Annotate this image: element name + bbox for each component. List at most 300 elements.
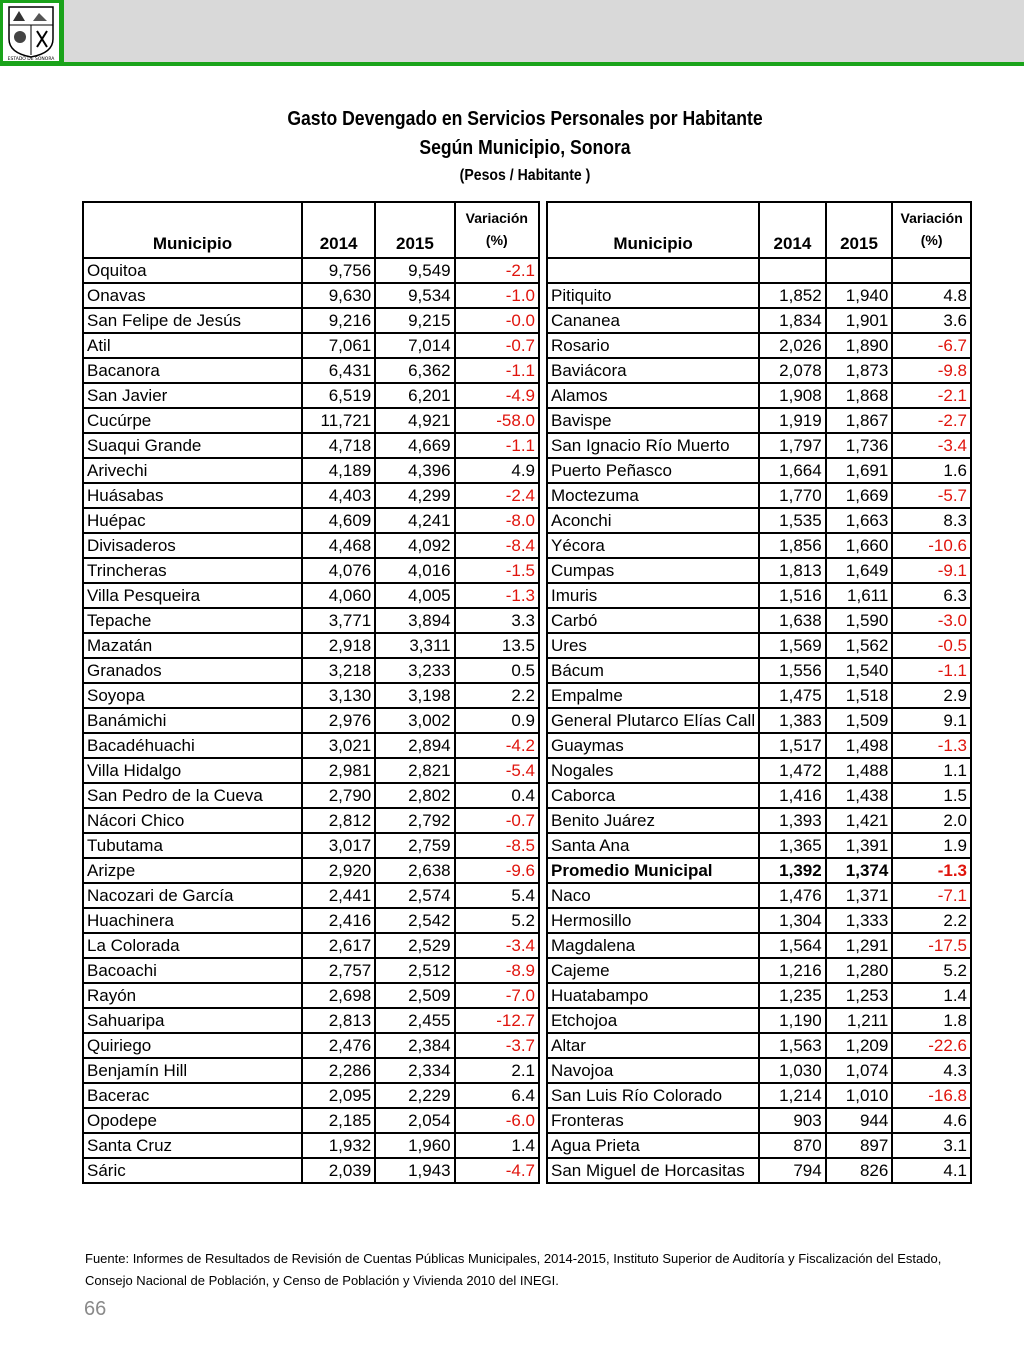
table-row xyxy=(83,558,539,583)
col-header-2014: 2014 xyxy=(759,202,826,258)
cell-2015: 9,215 xyxy=(375,308,454,333)
cell-variacion: 0.4 xyxy=(455,783,539,808)
cell-municipio: Moctezuma xyxy=(547,483,759,508)
cell-municipio: Baviácora xyxy=(547,358,759,383)
cell-municipio: Huatabampo xyxy=(547,983,759,1008)
cell-variacion: -10.6 xyxy=(892,533,971,558)
cell-2015: 2,821 xyxy=(375,758,454,783)
cell-2015: 1,518 xyxy=(826,683,893,708)
cell-2014: 6,519 xyxy=(302,383,375,408)
table-row xyxy=(547,1008,971,1033)
cell-variacion: 2.9 xyxy=(892,683,971,708)
cell-municipio: Hermosillo xyxy=(547,908,759,933)
cell-municipio: Imuris xyxy=(547,583,759,608)
cell-2014: 794 xyxy=(759,1158,826,1183)
cell-2014: 2,790 xyxy=(302,783,375,808)
table-row xyxy=(547,808,971,833)
cell-2015: 1,660 xyxy=(826,533,893,558)
cell-municipio: Atil xyxy=(83,333,302,358)
cell-municipio: Arizpe xyxy=(83,858,302,883)
cell-2015: 1,663 xyxy=(826,508,893,533)
cell-municipio: Santa Ana xyxy=(547,833,759,858)
table-row xyxy=(547,408,971,433)
page-title: Gasto Devengado en Servicios Personales por Habitante xyxy=(287,108,763,130)
cell-2014: 1,030 xyxy=(759,1058,826,1083)
page-number: 66 xyxy=(84,1298,107,1320)
cell-variacion: 5.4 xyxy=(455,883,539,908)
cell-variacion: -2.1 xyxy=(455,258,539,283)
table-row xyxy=(547,833,971,858)
cell-2015: 1,421 xyxy=(826,808,893,833)
cell-municipio: San Pedro de la Cueva xyxy=(83,783,302,808)
cell-2014: 1,856 xyxy=(759,533,826,558)
cell-2014: 1,304 xyxy=(759,908,826,933)
cell-variacion xyxy=(892,258,971,283)
footnote-line-2: Consejo Nacional de Población, y Censo de Población y Vivienda 2010 del INEGI. xyxy=(85,1273,559,1288)
cell-variacion: 1.4 xyxy=(892,983,971,1008)
cell-2015: 944 xyxy=(826,1108,893,1133)
table-row xyxy=(83,883,539,908)
cell-variacion: 4.6 xyxy=(892,1108,971,1133)
table-row xyxy=(83,808,539,833)
cell-municipio: Sahuaripa xyxy=(83,1008,302,1033)
cell-2015: 1,901 xyxy=(826,308,893,333)
cell-2014: 1,517 xyxy=(759,733,826,758)
cell-2015: 2,334 xyxy=(375,1058,454,1083)
cell-variacion: -58.0 xyxy=(455,408,539,433)
cell-2014: 1,476 xyxy=(759,883,826,908)
cell-variacion: -1.3 xyxy=(892,733,971,758)
cell-2015: 1,691 xyxy=(826,458,893,483)
cell-2015: 1,867 xyxy=(826,408,893,433)
svg-text:ESTADO DE SONORA: ESTADO DE SONORA xyxy=(7,57,55,61)
source-footnote xyxy=(85,1248,985,1292)
cell-municipio: San Ignacio Río Muerto xyxy=(547,433,759,458)
cell-2014: 3,130 xyxy=(302,683,375,708)
cell-municipio: Altar xyxy=(547,1033,759,1058)
cell-variacion: -7.1 xyxy=(892,883,971,908)
table-row xyxy=(547,883,971,908)
cell-municipio: Bácum xyxy=(547,658,759,683)
cell-2015: 9,534 xyxy=(375,283,454,308)
cell-variacion: 0.9 xyxy=(455,708,539,733)
cell-2014: 1,563 xyxy=(759,1033,826,1058)
cell-2014: 1,214 xyxy=(759,1083,826,1108)
table-row xyxy=(83,908,539,933)
table-row xyxy=(83,308,539,333)
cell-2014: 11,721 xyxy=(302,408,375,433)
cell-2015: 9,549 xyxy=(375,258,454,283)
cell-variacion: -12.7 xyxy=(455,1008,539,1033)
cell-variacion: -4.7 xyxy=(455,1158,539,1183)
table-row xyxy=(547,458,971,483)
cell-2014: 1,797 xyxy=(759,433,826,458)
left-data-table xyxy=(82,201,540,1184)
state-logo xyxy=(0,0,64,66)
cell-2014: 2,757 xyxy=(302,958,375,983)
cell-municipio: Arivechi xyxy=(83,458,302,483)
cell-2015: 4,005 xyxy=(375,583,454,608)
table-row xyxy=(83,933,539,958)
cell-2014: 4,076 xyxy=(302,558,375,583)
table-row xyxy=(547,958,971,983)
cell-variacion: 3.3 xyxy=(455,608,539,633)
cell-2014 xyxy=(759,258,826,283)
table-row xyxy=(83,383,539,408)
cell-2014: 1,392 xyxy=(759,858,826,883)
cell-2015: 2,229 xyxy=(375,1083,454,1108)
cell-municipio: Trincheras xyxy=(83,558,302,583)
cell-2015: 1,211 xyxy=(826,1008,893,1033)
cell-variacion: -5.4 xyxy=(455,758,539,783)
table-row xyxy=(547,733,971,758)
cell-2014: 2,441 xyxy=(302,883,375,908)
cell-2014: 1,908 xyxy=(759,383,826,408)
cell-2015: 4,241 xyxy=(375,508,454,533)
cell-variacion: -1.1 xyxy=(455,358,539,383)
table-row xyxy=(547,433,971,458)
table-row xyxy=(83,358,539,383)
table-row xyxy=(83,683,539,708)
cell-2014: 1,638 xyxy=(759,608,826,633)
cell-2015: 1,498 xyxy=(826,733,893,758)
cell-variacion: 13.5 xyxy=(455,633,539,658)
table-row xyxy=(83,633,539,658)
cell-2015: 2,054 xyxy=(375,1108,454,1133)
cell-municipio: Sáric xyxy=(83,1158,302,1183)
table-row xyxy=(83,508,539,533)
cell-municipio: Tubutama xyxy=(83,833,302,858)
cell-variacion: -3.4 xyxy=(892,433,971,458)
cell-municipio: Suaqui Grande xyxy=(83,433,302,458)
cell-variacion: 9.1 xyxy=(892,708,971,733)
cell-2014: 4,403 xyxy=(302,483,375,508)
table-row xyxy=(83,658,539,683)
table-row xyxy=(547,1033,971,1058)
table-row xyxy=(547,283,971,308)
cell-variacion: 3.6 xyxy=(892,308,971,333)
cell-municipio: Nácori Chico xyxy=(83,808,302,833)
cell-municipio: Pitiquito xyxy=(547,283,759,308)
table-row xyxy=(83,783,539,808)
cell-municipio xyxy=(547,258,759,283)
cell-2014: 1,770 xyxy=(759,483,826,508)
cell-2014: 1,383 xyxy=(759,708,826,733)
cell-variacion: 2.2 xyxy=(455,683,539,708)
cell-variacion: 4.8 xyxy=(892,283,971,308)
cell-2014: 3,021 xyxy=(302,733,375,758)
table-row xyxy=(547,508,971,533)
table-row xyxy=(83,333,539,358)
cell-2015: 1,943 xyxy=(375,1158,454,1183)
cell-municipio: Cajeme xyxy=(547,958,759,983)
cell-variacion: -9.8 xyxy=(892,358,971,383)
cell-2015 xyxy=(826,258,893,283)
cell-2014: 1,932 xyxy=(302,1133,375,1158)
cell-2015: 1,509 xyxy=(826,708,893,733)
cell-variacion: 5.2 xyxy=(455,908,539,933)
cell-2014: 2,078 xyxy=(759,358,826,383)
cell-2015: 1,669 xyxy=(826,483,893,508)
cell-variacion: -2.1 xyxy=(892,383,971,408)
cell-2015: 1,438 xyxy=(826,783,893,808)
cell-variacion: 1.4 xyxy=(455,1133,539,1158)
cell-2014: 2,476 xyxy=(302,1033,375,1058)
cell-2015: 3,002 xyxy=(375,708,454,733)
cell-2015: 1,736 xyxy=(826,433,893,458)
cell-2015: 2,638 xyxy=(375,858,454,883)
cell-2015: 3,198 xyxy=(375,683,454,708)
cell-municipio: Nacozari de García xyxy=(83,883,302,908)
cell-variacion: -1.0 xyxy=(455,283,539,308)
table-row xyxy=(83,958,539,983)
table-row xyxy=(547,558,971,583)
right-data-table xyxy=(546,201,972,1184)
cell-2015: 4,669 xyxy=(375,433,454,458)
table-row xyxy=(547,1058,971,1083)
cell-2015: 7,014 xyxy=(375,333,454,358)
cell-2014: 2,185 xyxy=(302,1108,375,1133)
cell-municipio: Cumpas xyxy=(547,558,759,583)
cell-2015: 6,362 xyxy=(375,358,454,383)
cell-2014: 9,630 xyxy=(302,283,375,308)
cell-variacion: 4.3 xyxy=(892,1058,971,1083)
table-row xyxy=(83,1083,539,1108)
table-row xyxy=(547,933,971,958)
cell-2015: 2,802 xyxy=(375,783,454,808)
table-row xyxy=(547,708,971,733)
table-row xyxy=(547,683,971,708)
cell-2014: 2,039 xyxy=(302,1158,375,1183)
cell-2014: 2,286 xyxy=(302,1058,375,1083)
cell-municipio: Huépac xyxy=(83,508,302,533)
cell-municipio: Bacanora xyxy=(83,358,302,383)
cell-2014: 1,365 xyxy=(759,833,826,858)
table-row xyxy=(547,308,971,333)
cell-variacion: 8.3 xyxy=(892,508,971,533)
table-row xyxy=(83,733,539,758)
cell-2014: 2,813 xyxy=(302,1008,375,1033)
cell-municipio: San Javier xyxy=(83,383,302,408)
page-units: (Pesos / Habitante ) xyxy=(459,167,591,184)
col-header-2014: 2014 xyxy=(302,202,375,258)
cell-2015: 1,960 xyxy=(375,1133,454,1158)
cell-2014: 1,190 xyxy=(759,1008,826,1033)
cell-municipio: Huásabas xyxy=(83,483,302,508)
cell-municipio: Tepache xyxy=(83,608,302,633)
right-table-body xyxy=(547,258,971,1183)
cell-2014: 1,475 xyxy=(759,683,826,708)
cell-2014: 1,235 xyxy=(759,983,826,1008)
cell-variacion: -8.9 xyxy=(455,958,539,983)
cell-variacion: -9.6 xyxy=(455,858,539,883)
cell-variacion: 1.1 xyxy=(892,758,971,783)
cell-variacion: 2.2 xyxy=(892,908,971,933)
cell-variacion: -2.4 xyxy=(455,483,539,508)
cell-municipio: Yécora xyxy=(547,533,759,558)
cell-2014: 2,918 xyxy=(302,633,375,658)
table-row xyxy=(83,1033,539,1058)
col-header-municipio: Municipio xyxy=(547,202,759,258)
col-header-municipio: Municipio xyxy=(83,202,302,258)
table-row xyxy=(547,383,971,408)
table-row xyxy=(547,983,971,1008)
cell-2014: 1,834 xyxy=(759,308,826,333)
title-block xyxy=(0,104,1024,190)
cell-variacion: -8.4 xyxy=(455,533,539,558)
cell-variacion: -0.5 xyxy=(892,633,971,658)
cell-2014: 1,216 xyxy=(759,958,826,983)
table-row xyxy=(83,833,539,858)
cell-municipio: Benjamín Hill xyxy=(83,1058,302,1083)
cell-2015: 1,940 xyxy=(826,283,893,308)
cell-2015: 2,759 xyxy=(375,833,454,858)
cell-variacion: 6.4 xyxy=(455,1083,539,1108)
cell-variacion: 4.1 xyxy=(892,1158,971,1183)
cell-2014: 1,919 xyxy=(759,408,826,433)
page-subtitle: Según Municipio, Sonora xyxy=(419,137,631,159)
cell-2014: 903 xyxy=(759,1108,826,1133)
table-row xyxy=(83,583,539,608)
cell-municipio: Cananea xyxy=(547,308,759,333)
pct-label: (%) xyxy=(920,232,943,248)
cell-variacion: 5.2 xyxy=(892,958,971,983)
table-row xyxy=(83,533,539,558)
table-row xyxy=(547,783,971,808)
cell-2014: 4,609 xyxy=(302,508,375,533)
cell-2015: 4,299 xyxy=(375,483,454,508)
cell-municipio: Oquitoa xyxy=(83,258,302,283)
table-row xyxy=(547,1108,971,1133)
table-row xyxy=(83,983,539,1008)
cell-2014: 1,535 xyxy=(759,508,826,533)
cell-variacion: -8.5 xyxy=(455,833,539,858)
header-bar xyxy=(0,0,1024,63)
cell-2014: 4,468 xyxy=(302,533,375,558)
cell-municipio: Caborca xyxy=(547,783,759,808)
cell-variacion: 0.5 xyxy=(455,658,539,683)
cell-2014: 4,189 xyxy=(302,458,375,483)
cell-2015: 1,590 xyxy=(826,608,893,633)
cell-municipio: Ures xyxy=(547,633,759,658)
cell-municipio: Mazatán xyxy=(83,633,302,658)
cell-2014: 2,812 xyxy=(302,808,375,833)
table-row xyxy=(83,608,539,633)
cell-municipio: Soyopa xyxy=(83,683,302,708)
cell-2014: 4,718 xyxy=(302,433,375,458)
cell-variacion: -17.5 xyxy=(892,933,971,958)
cell-2015: 4,016 xyxy=(375,558,454,583)
table-row xyxy=(83,483,539,508)
cell-2014: 3,771 xyxy=(302,608,375,633)
cell-2014: 1,393 xyxy=(759,808,826,833)
cell-variacion: 3.1 xyxy=(892,1133,971,1158)
table-row xyxy=(547,333,971,358)
cell-2015: 1,253 xyxy=(826,983,893,1008)
cell-municipio: Bacadéhuachi xyxy=(83,733,302,758)
cell-2014: 7,061 xyxy=(302,333,375,358)
cell-variacion: 1.5 xyxy=(892,783,971,808)
cell-variacion: -6.0 xyxy=(455,1108,539,1133)
table-row xyxy=(83,858,539,883)
cell-municipio: Nogales xyxy=(547,758,759,783)
cell-variacion: -1.1 xyxy=(892,658,971,683)
cell-municipio: Opodepe xyxy=(83,1108,302,1133)
cell-2014: 1,664 xyxy=(759,458,826,483)
table-row xyxy=(547,608,971,633)
cell-variacion: -3.7 xyxy=(455,1033,539,1058)
table-row xyxy=(547,258,971,283)
table-row xyxy=(83,758,539,783)
cell-municipio: Rosario xyxy=(547,333,759,358)
cell-municipio: Guaymas xyxy=(547,733,759,758)
cell-2015: 3,233 xyxy=(375,658,454,683)
cell-variacion: -0.7 xyxy=(455,333,539,358)
variacion-label: Variación xyxy=(465,210,528,226)
cell-2015: 2,455 xyxy=(375,1008,454,1033)
cell-2014: 2,698 xyxy=(302,983,375,1008)
cell-variacion: -4.2 xyxy=(455,733,539,758)
table-row xyxy=(83,433,539,458)
cell-2015: 897 xyxy=(826,1133,893,1158)
table-row xyxy=(547,908,971,933)
table-header-row xyxy=(547,202,971,258)
variacion-label: Variación xyxy=(900,210,963,226)
cell-2015: 1,209 xyxy=(826,1033,893,1058)
cell-2014: 3,218 xyxy=(302,658,375,683)
cell-2014: 1,416 xyxy=(759,783,826,808)
col-header-variacion xyxy=(455,202,539,258)
cell-2015: 1,391 xyxy=(826,833,893,858)
left-table-body xyxy=(83,258,539,1183)
cell-variacion: -16.8 xyxy=(892,1083,971,1108)
cell-2015: 1,540 xyxy=(826,658,893,683)
cell-2014: 2,026 xyxy=(759,333,826,358)
table-row xyxy=(83,1158,539,1183)
cell-municipio: San Miguel de Horcasitas xyxy=(547,1158,759,1183)
cell-variacion: -1.3 xyxy=(455,583,539,608)
cell-2015: 3,894 xyxy=(375,608,454,633)
cell-2015: 3,311 xyxy=(375,633,454,658)
cell-2014: 3,017 xyxy=(302,833,375,858)
cell-2015: 1,611 xyxy=(826,583,893,608)
cell-variacion: -5.7 xyxy=(892,483,971,508)
cell-municipio: General Plutarco Elías Call xyxy=(547,708,759,733)
cell-municipio: Agua Prieta xyxy=(547,1133,759,1158)
cell-2015: 1,291 xyxy=(826,933,893,958)
cell-2015: 1,010 xyxy=(826,1083,893,1108)
table-row xyxy=(547,858,971,883)
cell-municipio: Rayón xyxy=(83,983,302,1008)
table-row xyxy=(83,708,539,733)
cell-2014: 1,852 xyxy=(759,283,826,308)
table-row xyxy=(547,358,971,383)
cell-2015: 1,562 xyxy=(826,633,893,658)
cell-2015: 6,201 xyxy=(375,383,454,408)
cell-2015: 2,542 xyxy=(375,908,454,933)
table-row xyxy=(83,458,539,483)
cell-variacion: 1.8 xyxy=(892,1008,971,1033)
cell-municipio: Onavas xyxy=(83,283,302,308)
table-row xyxy=(547,1083,971,1108)
table-row xyxy=(547,1158,971,1183)
cell-2015: 2,384 xyxy=(375,1033,454,1058)
cell-municipio: Benito Juárez xyxy=(547,808,759,833)
cell-variacion: -4.9 xyxy=(455,383,539,408)
cell-variacion: 1.9 xyxy=(892,833,971,858)
cell-municipio: Bacerac xyxy=(83,1083,302,1108)
col-header-2015: 2015 xyxy=(375,202,454,258)
